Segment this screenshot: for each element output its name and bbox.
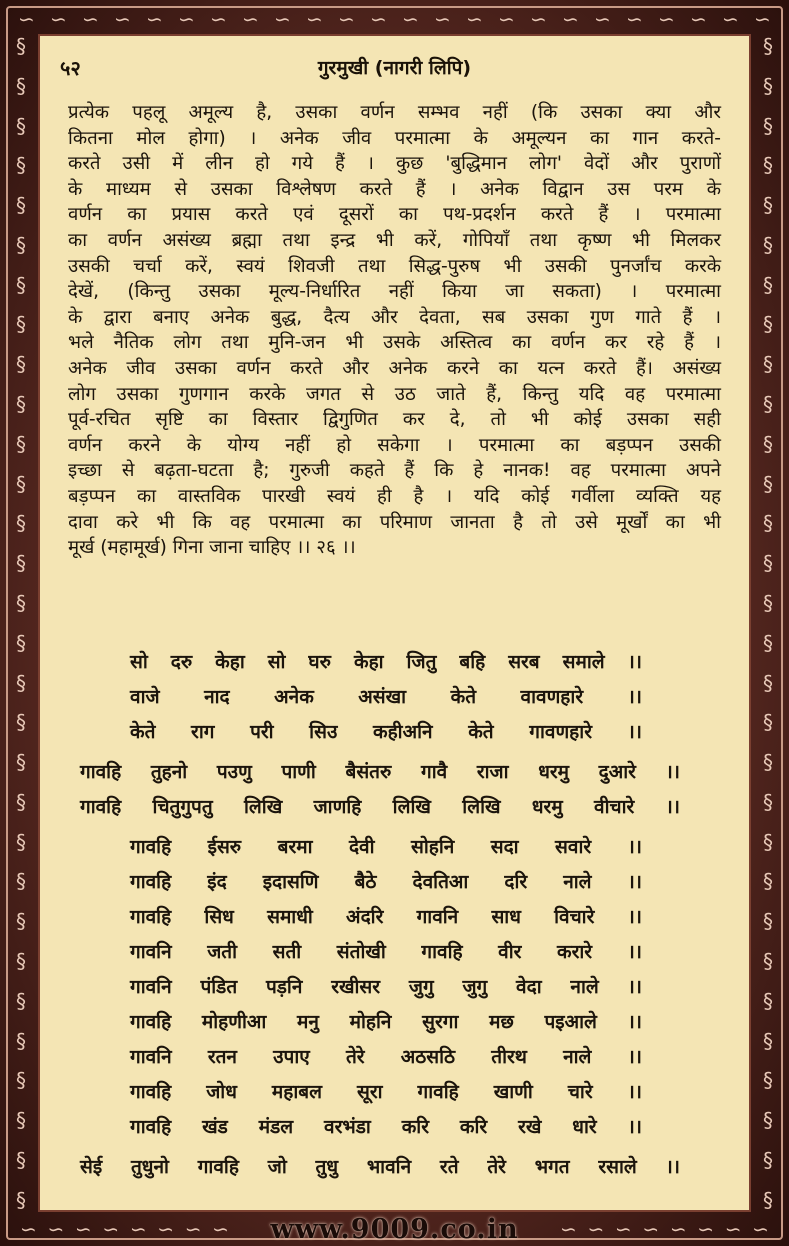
page-header — [40, 50, 749, 80]
prose-line: वर्णन करने के योग्य नहीं हो सकेगा । परमात्मा का बड़प्पन उसकी — [68, 434, 721, 456]
prose-line: करते उसी में लीन हो गये हैं । कुछ 'बुद्धिमान लोग' वेदों और पुराणों — [68, 153, 721, 175]
commentary-paragraph — [68, 100, 721, 561]
verse-line: गावहि जोध महाबल सूरा गावहि खाणी चारे ।। — [130, 1081, 642, 1103]
prose-line: उसकी चर्चा करें, स्वयं शिवजी तथा सिद्ध-पुरुष भी उसकी पुनर्जांच करके — [68, 255, 721, 277]
bottom-right-ornament: ∽ ∽ ∽ ∽ ∽ ∽ ∽ ∽ — [560, 1217, 769, 1241]
verse-line: सेई तुधुनो गावहि जो तुधु भावनि रते तेरे भगत रसाले ।। — [80, 1156, 680, 1178]
verse-line: केते राग परी सिउ कहीअनि केते गावणहारे ।। — [130, 721, 642, 743]
verse-line: वाजे नाद अनेक असंखा केते वावणहारे ।। — [130, 686, 642, 708]
prose-line: देखें, (किन्तु उसका मूल्य-निर्धारित नहीं किया जा सकता) । परमात्मा — [68, 281, 721, 303]
page-number: ५२ — [60, 56, 81, 80]
prose-line: मूर्ख (महामूर्ख) गिना जाना चाहिए ।। २६ ।। — [68, 537, 356, 559]
verse-line: गावहि खंड मंडल वरभंडा करि करि रखे धारे ।। — [130, 1116, 642, 1138]
prose-line: लोग उसका गुणगान करके जगत से उठ जाते हैं, किन्तु यदि वह परमात्मा — [68, 383, 721, 405]
verse-line: सो दरु केहा सो घरु केहा जितु बहि सरब समाले ।। — [130, 651, 642, 673]
prose-line: का वर्णन असंख्य ब्रह्मा तथा इन्द्र भी करें, गोपियाँ तथा कृष्ण भी मिलकर — [68, 229, 721, 251]
prose-line: के द्वारा बनाए अनेक बुद्ध, दैत्य और देवता, सब उसका गुण गाते हैं । — [68, 306, 721, 328]
prose-line: इच्छा से बढ़ता-घटता है; गुरुजी कहते हैं कि हे नानक! वह परमात्मा अपने — [68, 460, 721, 482]
book-page — [38, 34, 751, 1212]
verse-line: गावनि पंडित पड़नि रखीसर जुगु जुगु वेदा नाले ।। — [130, 976, 642, 998]
verse-line: गावनि रतन उपाए तेरे अठसठि तीरथ नाले ।। — [130, 1046, 642, 1068]
prose-line: अनेक जीव उसका वर्णन करते और अनेक करने का यत्न करते हैं। असंख्य — [68, 357, 721, 379]
prose-line: बड़प्पन का वास्तविक पारखी स्वयं ही है । यदि कोई गर्वीला व्यक्ति यह — [68, 485, 721, 507]
prose-line: कितना मोल होगा) । अनेक जीव परमात्मा के अमूल्यन का गान करते- — [68, 127, 721, 149]
prose-line: के माध्यम से उसका विश्लेषण करते हैं । अनेक विद्वान उस परम के — [68, 178, 721, 200]
verse-line: गावहि मोहणीआ मनु मोहनि सुरगा मछ पइआले ।। — [130, 1011, 642, 1033]
prose-line: दावा करे भी कि वह परमात्मा का परिमाण जानता है तो उसे मूर्खों का भी — [68, 511, 721, 533]
verse-line: गावहि ईसरु बरमा देवी सोहनि सदा सवारे ।। — [130, 836, 642, 858]
prose-line: प्रत्येक पहलू अमूल्य है, उसका वर्णन सम्भव नहीं (कि उसका क्या और — [68, 102, 721, 123]
bottom-left-ornament: ∽ ∽ ∽ ∽ ∽ ∽ ∽ ∽ — [20, 1217, 229, 1241]
verse-line: गावहि सिध समाधी अंदरि गावनि साध विचारे ।। — [130, 906, 642, 928]
verse-line: गावहि चितुगुपतु लिखि जाणहि लिखि लिखि धरमु वीचारे ।। — [80, 796, 680, 818]
left-border-ornament: § § § § § § § § § § § § § § § § § § § § § § § § § § § § § § — [16, 34, 26, 1212]
prose-line: वर्णन का प्रयास करते एवं दूसरों का पथ-प्रदर्शन करते हैं । परमात्मा — [68, 204, 721, 226]
verse-line: गावहि तुहनो पउणु पाणी बैसंतरु गावै राजा धरमु दुआरे ।। — [80, 761, 680, 783]
right-border-ornament: § § § § § § § § § § § § § § § § § § § § § § § § § § § § § § — [763, 34, 773, 1212]
prose-line: पूर्व-रचित सृष्टि का विस्तार द्विगुणित कर दे, तो भी कोई उसका सही — [68, 409, 721, 431]
website-footer[interactable]: www.9009.co.in — [270, 1214, 519, 1245]
prose-line: भले नैतिक लोग तथा मुनि-जन भी उसके अस्तित्व का वर्णन कर रहे हैं । — [68, 332, 721, 354]
top-border-ornament: ∽ ∽ ∽ ∽ ∽ ∽ ∽ ∽ ∽ ∽ ∽ ∽ ∽ ∽ ∽ ∽ ∽ ∽ ∽ ∽ ∽ ∽ ∽ ∽ — [18, 7, 771, 31]
verse-line: गावहि इंद इदासणि बैठे देवतिआ दरि नाले ।। — [130, 871, 642, 893]
page-title: गुरमुखी (नागरी लिपि) — [317, 57, 472, 79]
verse-line: गावनि जती सती संतोखी गावहि वीर करारे ।। — [130, 941, 642, 963]
